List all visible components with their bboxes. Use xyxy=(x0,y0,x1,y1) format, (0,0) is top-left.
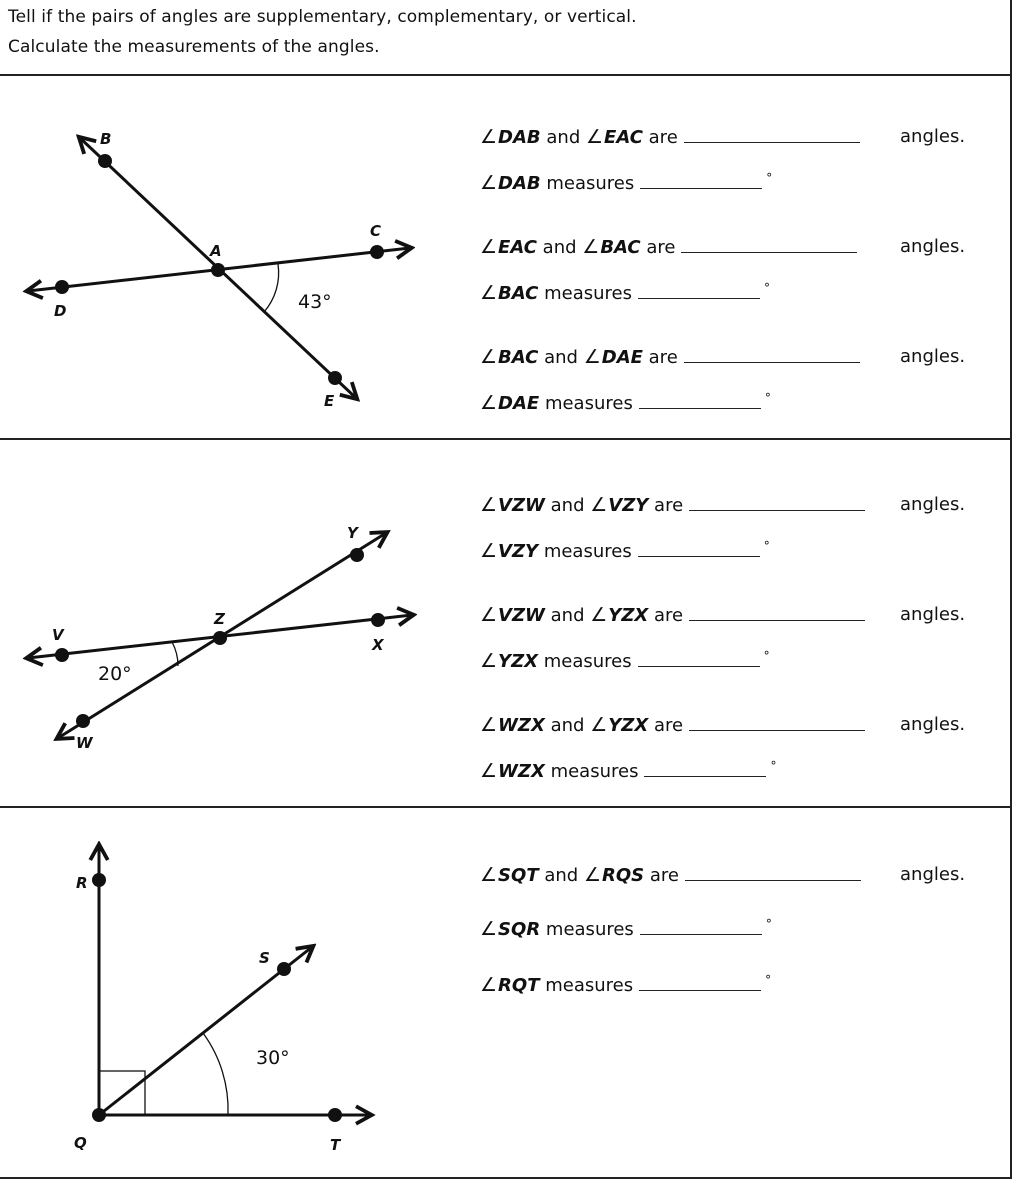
label-e: E xyxy=(324,392,335,410)
question-pair: ∠EAC and ∠BAC are xyxy=(480,234,863,260)
instructions-line-2: Calculate the measurements of the angles. xyxy=(8,37,380,57)
point-y xyxy=(350,548,364,562)
problem-section-1 xyxy=(0,76,1010,440)
label-c: C xyxy=(370,222,382,240)
problem-section-2 xyxy=(0,440,1010,808)
question-pair: ∠DAB and ∠EAC are xyxy=(480,124,866,150)
question-pair: ∠VZW and ∠VZY are xyxy=(480,492,871,518)
angle-measure-30: 30° xyxy=(256,1047,290,1069)
question-measure: ∠WZX measures ° xyxy=(480,759,777,782)
instructions-line-1: Tell if the pairs of angles are supplementary, complementary, or vertical. xyxy=(8,7,637,27)
angles-word: angles. xyxy=(900,494,966,515)
answer-blank[interactable] xyxy=(639,392,761,409)
answer-blank[interactable] xyxy=(684,126,860,143)
answer-blank[interactable] xyxy=(684,346,860,363)
answer-blank[interactable] xyxy=(640,172,762,189)
label-r: R xyxy=(76,874,88,892)
label-q: Q xyxy=(74,1134,87,1152)
point-v xyxy=(55,648,69,662)
point-t xyxy=(328,1108,342,1122)
answer-blank[interactable] xyxy=(644,760,766,777)
question-measure: ∠DAB measures ° xyxy=(480,171,773,194)
point-x xyxy=(371,613,385,627)
angles-word: angles. xyxy=(900,126,966,147)
answer-blank[interactable] xyxy=(638,650,760,667)
angles-word: angles. xyxy=(900,864,966,885)
point-e xyxy=(328,371,342,385)
answer-blank[interactable] xyxy=(638,282,760,299)
angle-measure-43: 43° xyxy=(298,291,332,313)
angle-arc-30 xyxy=(203,1033,228,1115)
point-s xyxy=(277,962,291,976)
angle-measure-20: 20° xyxy=(98,663,132,685)
question-pair: ∠WZX and ∠YZX are xyxy=(480,712,871,738)
label-w: W xyxy=(76,734,93,752)
question-measure: ∠VZY measures ° xyxy=(480,539,770,562)
label-y: Y xyxy=(347,524,358,542)
angles-word: angles. xyxy=(900,346,966,367)
question-pair: ∠VZW and ∠YZX are xyxy=(480,602,871,628)
angle-arc-43 xyxy=(264,264,279,312)
point-d xyxy=(55,280,69,294)
figure-right-angle-rqt xyxy=(0,808,480,1176)
angles-word: angles. xyxy=(900,604,966,625)
question-measure: ∠DAE measures ° xyxy=(480,391,771,414)
point-z xyxy=(213,631,227,645)
question-pair: ∠SQT and ∠RQS are xyxy=(480,862,867,888)
page-border-bottom xyxy=(0,1177,1012,1179)
point-c xyxy=(370,245,384,259)
label-a: A xyxy=(210,242,222,260)
label-x: X xyxy=(372,636,384,654)
point-q xyxy=(92,1108,106,1122)
answer-blank[interactable] xyxy=(640,918,762,935)
answer-blank[interactable] xyxy=(689,494,865,511)
point-b xyxy=(98,154,112,168)
answer-blank[interactable] xyxy=(681,236,857,253)
answer-blank[interactable] xyxy=(639,974,761,991)
point-r xyxy=(92,873,106,887)
angles-word: angles. xyxy=(900,714,966,735)
answer-blank[interactable] xyxy=(685,864,861,881)
label-s: S xyxy=(259,949,270,967)
figure-intersecting-lines-vzw xyxy=(0,440,480,806)
point-w xyxy=(76,714,90,728)
problem-section-3 xyxy=(0,808,1010,1176)
page-border-right xyxy=(1010,0,1012,1178)
answer-blank[interactable] xyxy=(638,540,760,557)
angles-word: angles. xyxy=(900,236,966,257)
question-measure: ∠YZX measures ° xyxy=(480,649,770,672)
question-measure: ∠SQR measures ° xyxy=(480,917,772,940)
question-pair: ∠BAC and ∠DAE are xyxy=(480,344,866,370)
label-t: T xyxy=(330,1136,341,1154)
answer-blank[interactable] xyxy=(689,714,865,731)
question-measure: ∠RQT measures ° xyxy=(480,973,772,996)
label-d: D xyxy=(54,302,67,320)
label-b: B xyxy=(100,130,112,148)
figure-intersecting-lines-dab xyxy=(0,76,480,438)
label-z: Z xyxy=(214,610,225,628)
label-v: V xyxy=(52,626,64,644)
question-measure: ∠BAC measures ° xyxy=(480,281,770,304)
instructions-box xyxy=(0,0,1010,76)
point-a xyxy=(211,263,225,277)
answer-blank[interactable] xyxy=(689,604,865,621)
